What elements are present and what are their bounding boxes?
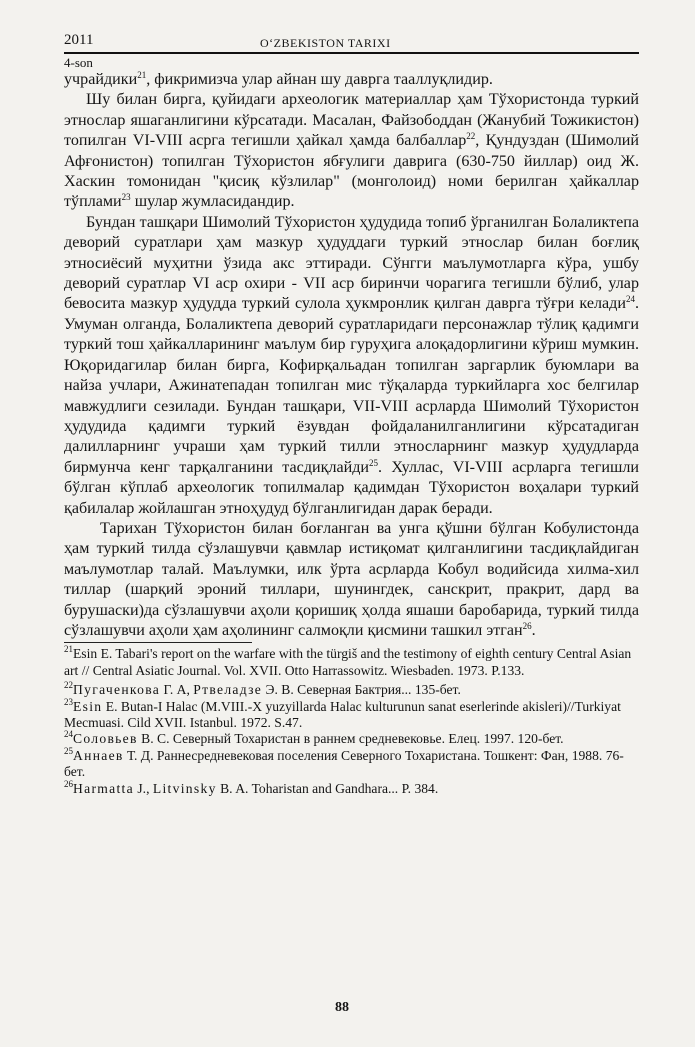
- header-rule: [64, 52, 639, 54]
- text-run: B. A. Toharistan and Gandhara... P. 384.: [216, 780, 439, 796]
- text-run: В. С. Северный Тохаристан в раннем средневековье. Елец. 1997. 120-бет.: [137, 731, 564, 747]
- footnote-marker: 22: [466, 131, 476, 142]
- footnote-marker: 22: [64, 680, 73, 691]
- text-run: . Хуллас, VI-VIII асрларга тегишли бўлган кўплаб археологик топилмалар қадимдан Тўхористон воҳалари туркий қабилалар жойлашган этноҳудуд бўлганлигидан дарак беради.: [64, 458, 639, 517]
- paragraph: [64, 90, 639, 212]
- author-name: Пугаченкова: [73, 682, 161, 698]
- text-run: , фикримизча улар айнан шу даврга тааллуқлидир.: [146, 71, 493, 88]
- text-run: J.,: [133, 780, 153, 796]
- author-name: Esin: [73, 698, 103, 714]
- journal-page: [64, 30, 639, 797]
- text-run: Esin E. Tabari's report on the warfare with the türgiš and the testimony of eighth century Central Asian art // Central Asiatic Journal. Vol. XVII. Otto Harrassowitz. Wiesbaden. 1973. P.133.: [64, 646, 632, 678]
- text-run: учрайдики: [64, 71, 138, 88]
- author-name: Litvinsky: [152, 780, 217, 796]
- text-run: шулар жумласидандир.: [130, 193, 295, 211]
- author-name: Соловьев: [73, 731, 138, 747]
- running-header: [64, 30, 639, 52]
- text-run: Шу билан бирга, қуйидаги археологик материаллар ҳам Тўхористонда туркий этнослар яшаганлигини кўрсатади. Масалан, Файзободдан (Жанубий Тожикистон) топилган VI-VIII асрга тегишли ҳайкал ҳамда балбаллар: [64, 91, 639, 150]
- text-run: Э. В. Северная Бактрия... 135-бет.: [262, 682, 461, 698]
- footnote: [64, 731, 639, 747]
- footnote: [64, 745, 639, 781]
- header-journal-title: O‘ZBEKISTON TARIXI: [260, 36, 391, 50]
- footnote-marker: 26: [64, 778, 73, 789]
- header-year: 2011: [64, 32, 94, 48]
- article-body: [64, 70, 639, 641]
- paragraph: [64, 70, 639, 90]
- footnotes: [64, 646, 639, 797]
- text-run: , Қундуздан (Шимолий Афғонистон) топилган Тўхористон ябғулиги даврига (630-750 йиллар) оид Ж. Хаскин томонидан "қисиқ кўзлилар" (монголоид) номи берилган ҳайкаллар тўплами: [64, 132, 639, 211]
- text-run: .: [531, 621, 536, 639]
- paragraph: [64, 519, 639, 641]
- text-run: Г. А,: [160, 682, 194, 698]
- footnote-marker: 24: [625, 294, 635, 305]
- footnote-marker: 25: [64, 745, 73, 756]
- footnote: [64, 696, 639, 732]
- footnote-marker: 21: [64, 644, 73, 655]
- footnote-separator: [64, 642, 252, 643]
- text-run: Тарихан Тўхористон билан боғланган ва унга қўшни бўлган Кобулистонда ҳам туркий тилда сўзлашувчи қавмлар истиқомат қилганлигини тасдиқлайдиган маълумотлар талай. Маълумки, илк ўрта асрларда Кобул водийсида хилма-хил тиллар (шарқий эроний тиллари, шунингдек, санскрит, пракрит, дард ва бурушаски)да сўзлашувчи аҳоли қоришиқ ҳолда яшаши баробарида, туркий тилда сўзлашувчи аҳоли ҳам аҳолининг салмоқли қисмини ташкил этган: [64, 519, 639, 639]
- footnote: [64, 682, 639, 698]
- text-run: . Умуман олганда, Болаликтепа деворий суратларидаги персонажлар тўлиқ қадимги туркий тош ҳайкалларининг маълум бир гуруҳига алоқадорлигини кўриш мумкин. Юқоридагилар билан бирга, Кофирқальадан топилган заргарлик буюмлари ва найза учлари, Ажинатепадан топилган мис тўқаларда туркийларга хос белгилар мавжудлиги сезилади. Бундан ташқари, VII-VIII асрларда Шимолий Тўхористон ҳудудида қадимги туркий ёзувдан фойдаланилганлигини кўрсатадиган далилларнинг учраши ҳам туркий тилли этносларнинг мазкур ҳудудларда бирмунча кенг тарқалганини тасдиқлайди: [64, 295, 639, 476]
- author-name: Ртвеладзе: [193, 682, 263, 698]
- footnote-marker: 24: [64, 729, 73, 740]
- footnote-marker: 23: [121, 192, 131, 203]
- footnote: [64, 778, 639, 797]
- paragraph: [64, 213, 639, 519]
- text-run: Бундан ташқари Шимолий Тўхористон ҳудудида топиб ўрганилган Болаликтепа деворий суратлари ҳам мазкур ҳудуддаги туркий этнослар билан боғлиқ этносиёсий муҳитни ўзида акс эттиради. Сўнгги маълумотларга кўра, ушбу деворий суратлар VI аср охири - VII аср биринчи чорагига тегишли бўлиб, улар бевосита мазкур ҳудудда туркий сулола ҳукмронлик қилган даврга тўғри келади: [64, 213, 639, 313]
- footnote-marker: 23: [64, 696, 73, 707]
- text-run: Т. Д. Раннесредневековая поселения Северного Тохаристана. Тошкент: Фан, 1988. 76-бет.: [64, 747, 624, 780]
- page-number: 88: [335, 1000, 349, 1015]
- footnote-marker: 25: [369, 457, 379, 468]
- footnote: [64, 646, 639, 679]
- footnote-marker: 26: [522, 620, 532, 631]
- text-run: E. Butan-I Halac (M.VIII.-X yuzyillarda Halac kulturunun sanat eserlerinde akisleri)//Turkiyat Mecmuasi. Cild XVII. Istanbul. 1972. S.47.: [64, 698, 621, 730]
- author-name: Harmatta: [73, 780, 134, 796]
- author-name: Аннаев: [73, 747, 124, 763]
- footnote-marker: 21: [137, 70, 147, 80]
- issue-label: 4-son: [64, 55, 93, 70]
